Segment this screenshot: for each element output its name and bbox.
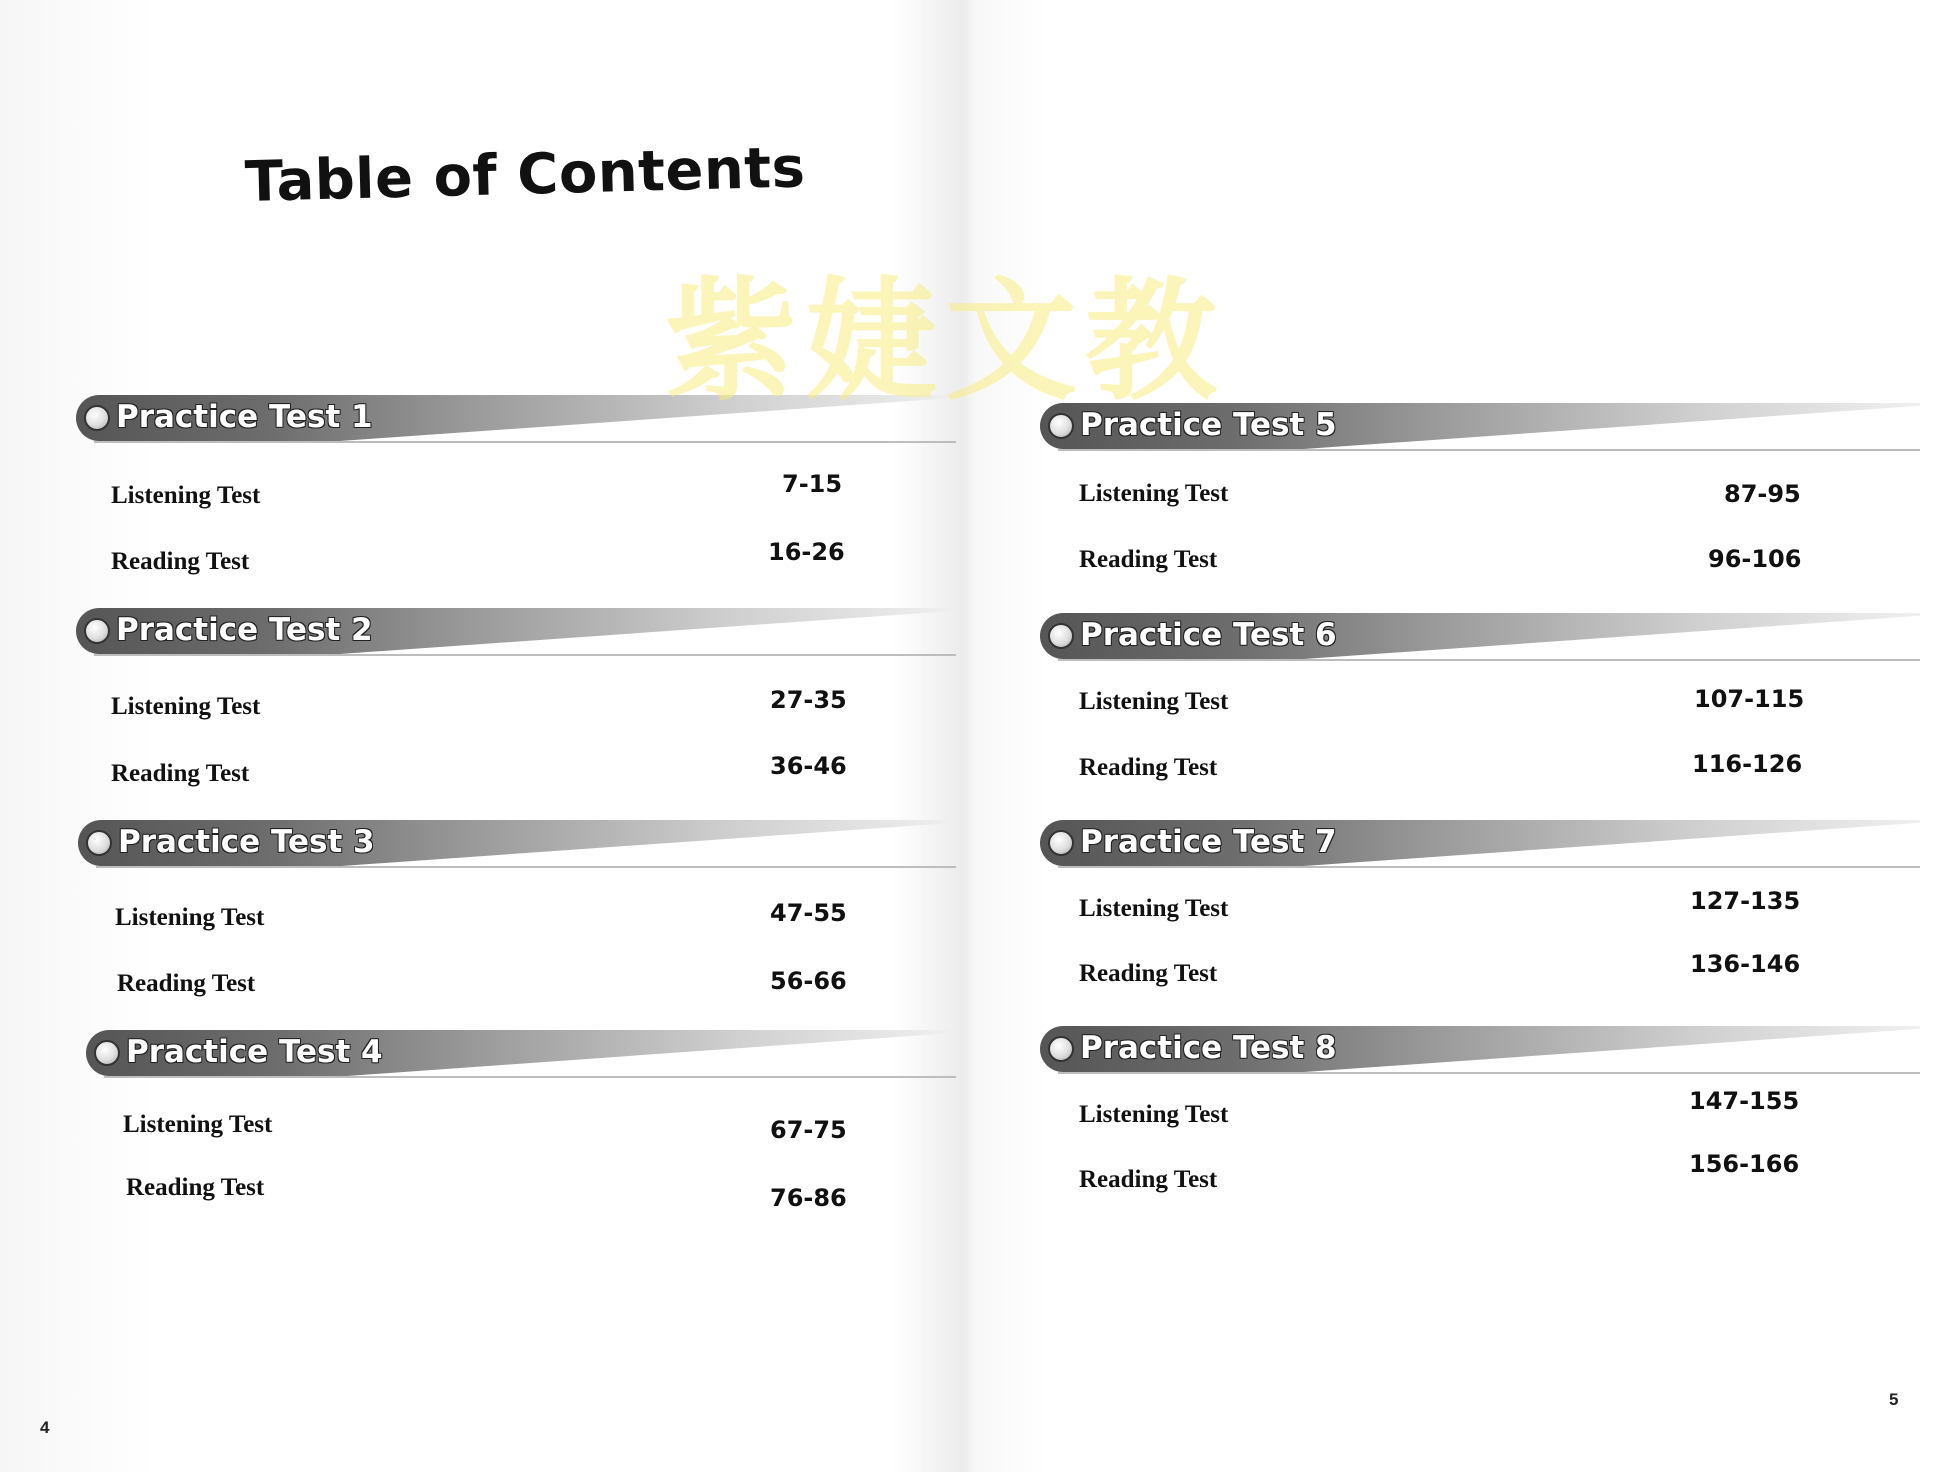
banner-underline — [104, 1076, 956, 1078]
entry-pages: 67-75 — [770, 1116, 847, 1144]
entry-listening-test: Listening Test — [1079, 1101, 1229, 1128]
bullet-circle-icon — [1048, 1036, 1074, 1062]
entry-listening-test: Listening Test — [115, 904, 265, 931]
entry-pages: 47-55 — [770, 899, 847, 927]
entry-reading-test: Reading Test — [1079, 754, 1218, 781]
entry-pages: 27-35 — [770, 686, 847, 714]
banner-underline — [1058, 866, 1920, 868]
banner-underline — [96, 866, 956, 868]
banner-underline — [94, 441, 956, 443]
page-title: Table of Contents — [244, 135, 807, 215]
watermark-text: 紫婕文教 — [665, 265, 1225, 419]
bullet-circle-icon — [1048, 413, 1074, 439]
section-banner-practice-test-3 — [78, 820, 956, 878]
section-banner-practice-test-6 — [1040, 613, 1920, 671]
banner-underline — [1058, 449, 1920, 451]
bullet-circle-icon — [94, 1040, 120, 1066]
entry-pages: 127-135 — [1690, 887, 1801, 915]
section-title: Practice Test 6 — [1080, 617, 1337, 653]
bullet-circle-icon — [84, 405, 110, 431]
banner-underline — [94, 654, 956, 656]
bullet-circle-icon — [86, 830, 112, 856]
entry-pages: 87-95 — [1724, 480, 1801, 508]
entry-reading-test: Reading Test — [111, 760, 250, 787]
page-number-left: 4 — [40, 1418, 50, 1437]
entry-listening-test: Listening Test — [1079, 895, 1229, 922]
entry-pages: 96-106 — [1708, 545, 1802, 573]
entry-reading-test: Reading Test — [117, 970, 256, 997]
section-banner-practice-test-5 — [1040, 403, 1920, 461]
entry-pages: 136-146 — [1690, 950, 1801, 978]
section-title: Practice Test 2 — [116, 612, 373, 648]
entry-listening-test: Listening Test — [123, 1111, 273, 1138]
entry-listening-test: Listening Test — [1079, 688, 1229, 715]
right-page — [962, 0, 1940, 1472]
entry-listening-test: Listening Test — [111, 482, 261, 509]
section-title: Practice Test 1 — [116, 399, 373, 435]
section-title: Practice Test 7 — [1080, 824, 1337, 860]
entry-pages: 36-46 — [770, 752, 847, 780]
section-banner-practice-test-1 — [76, 395, 956, 453]
entry-pages: 56-66 — [770, 967, 847, 995]
left-page — [0, 0, 960, 1472]
entry-listening-test: Listening Test — [1079, 480, 1229, 507]
entry-listening-test: Listening Test — [111, 693, 261, 720]
page-number-right: 5 — [1889, 1390, 1899, 1409]
section-banner-practice-test-4 — [86, 1030, 956, 1088]
section-banner-practice-test-8 — [1040, 1026, 1920, 1084]
section-title: Practice Test 8 — [1080, 1030, 1337, 1066]
banner-underline — [1058, 659, 1920, 661]
entry-pages: 7-15 — [782, 470, 843, 498]
section-banner-practice-test-2 — [76, 608, 956, 666]
bullet-circle-icon — [84, 618, 110, 644]
section-banner-practice-test-7 — [1040, 820, 1920, 878]
bullet-circle-icon — [1048, 830, 1074, 856]
section-title: Practice Test 5 — [1080, 407, 1337, 443]
entry-pages: 156-166 — [1689, 1150, 1800, 1178]
entry-reading-test: Reading Test — [111, 548, 250, 575]
banner-underline — [1058, 1072, 1920, 1074]
entry-reading-test: Reading Test — [126, 1174, 265, 1201]
bullet-circle-icon — [1048, 623, 1074, 649]
entry-reading-test: Reading Test — [1079, 960, 1218, 987]
section-title: Practice Test 4 — [126, 1034, 383, 1070]
entry-pages: 107-115 — [1694, 685, 1805, 713]
entry-pages: 16-26 — [768, 538, 845, 566]
entry-reading-test: Reading Test — [1079, 1166, 1218, 1193]
entry-pages: 76-86 — [770, 1184, 847, 1212]
section-title: Practice Test 3 — [118, 824, 375, 860]
entry-reading-test: Reading Test — [1079, 546, 1218, 573]
entry-pages: 116-126 — [1692, 750, 1803, 778]
entry-pages: 147-155 — [1689, 1087, 1800, 1115]
